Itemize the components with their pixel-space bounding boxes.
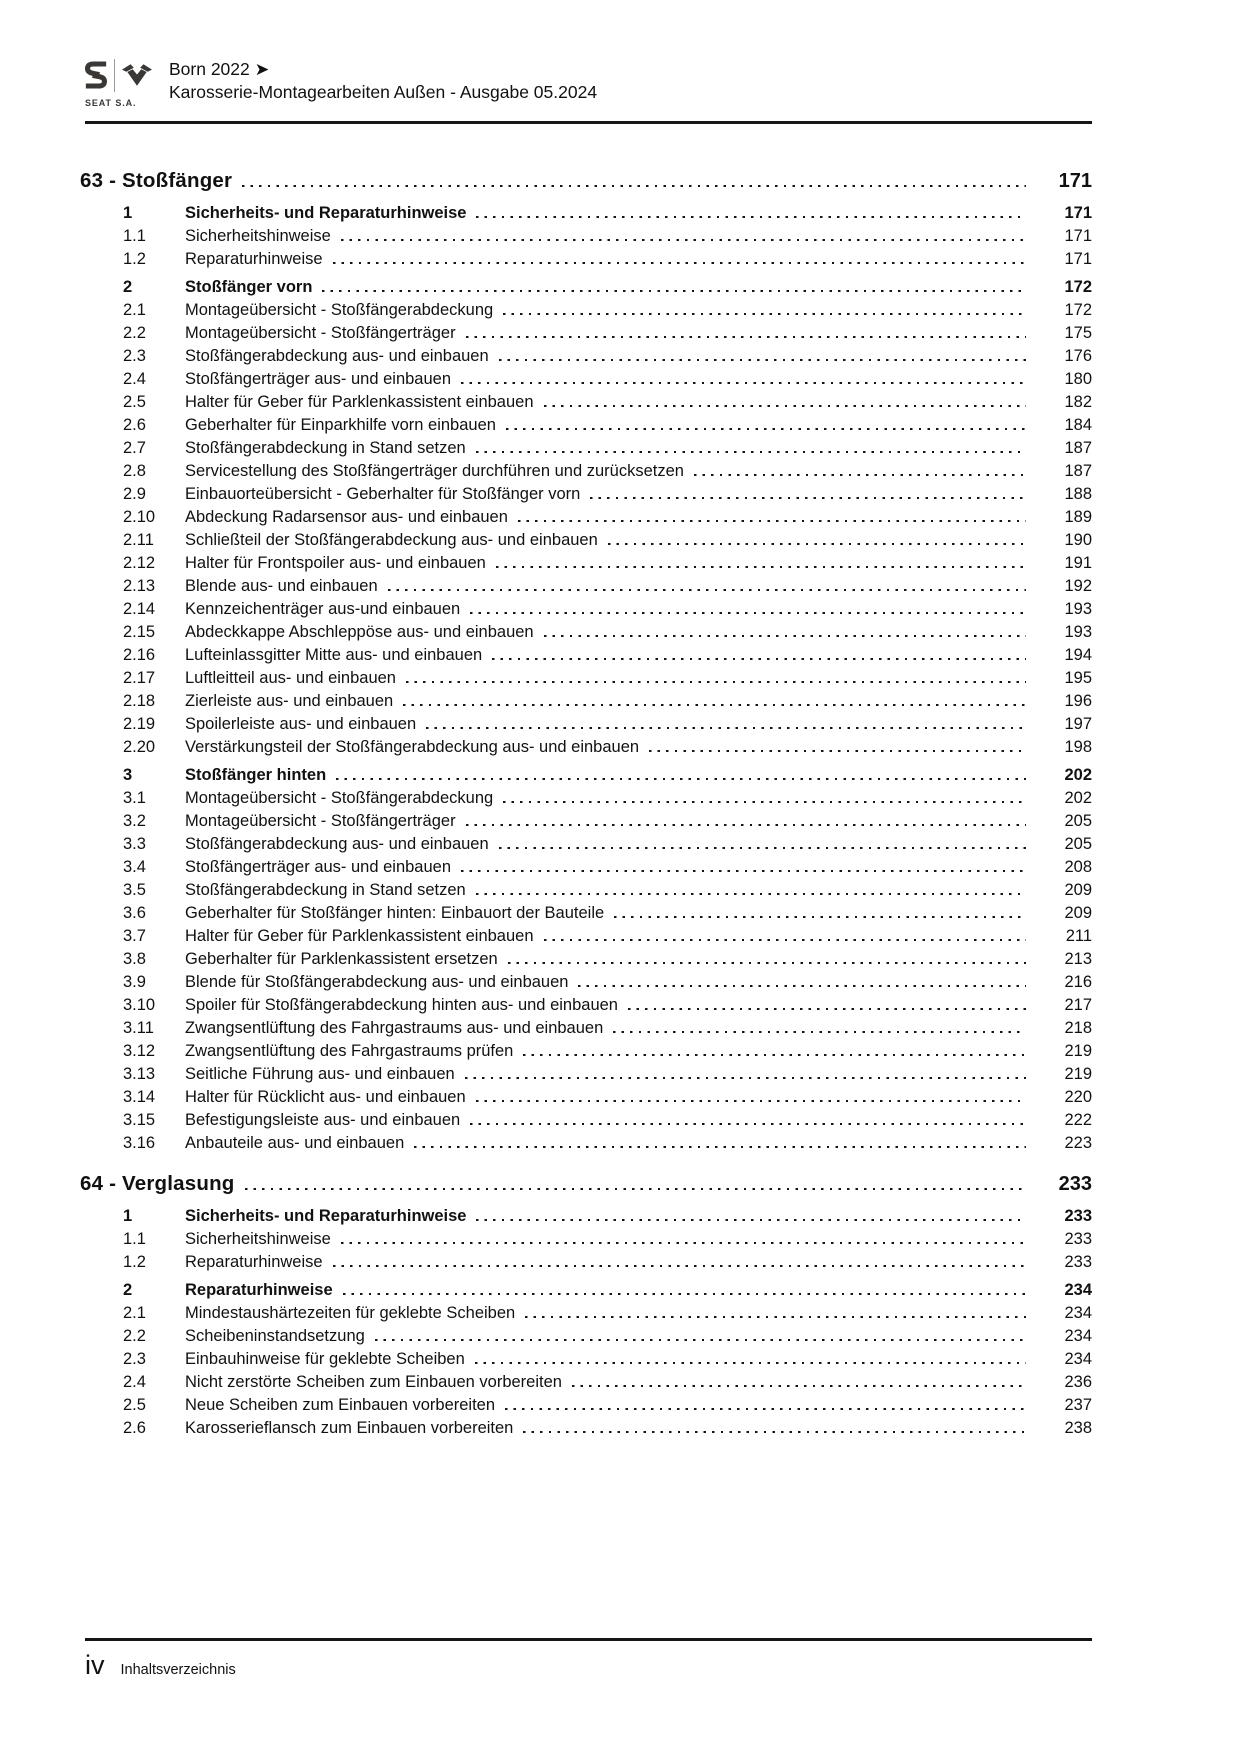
dot-leader [525,1316,1026,1318]
entry-page-number: 219 [1064,1065,1092,1083]
entry-number: 2 [123,1281,133,1299]
dot-leader [341,239,1026,241]
entry-title: Sicherheits- und Reparaturhinweise [185,1207,467,1225]
toc-entry-row [80,1325,1092,1348]
toc-entry-row [80,948,1092,971]
entry-title: Halter für Frontspoiler aus- und einbauen [185,554,486,572]
chapter-title: 63 - Stoßfänger [80,169,233,192]
dot-leader [470,612,1026,614]
entry-title: Montageübersicht - Stoßfängerabdeckung [185,789,494,807]
entry-title: Reparaturhinweise [185,250,323,268]
entry-page-number: 234 [1064,1350,1092,1368]
toc-entry-row [80,1086,1092,1109]
dot-leader [322,290,1026,292]
entry-number: 2.3 [123,347,146,365]
entry-page-number: 234 [1064,1281,1092,1299]
entry-page-number: 234 [1064,1304,1092,1322]
entry-number: 2.1 [123,301,146,319]
dot-leader [465,1077,1026,1079]
entry-number: 3.8 [123,950,146,968]
entry-number: 2.7 [123,439,146,457]
entry-page-number: 222 [1064,1111,1092,1129]
entry-title: Scheibeninstandsetzung [185,1327,365,1345]
entry-title: Stoßfängerträger aus- und einbauen [185,370,452,388]
dot-leader [341,1242,1026,1244]
toc-entry-row [80,621,1092,644]
toc-entry-row [80,322,1092,345]
dot-leader [613,1031,1026,1033]
dot-leader [461,382,1026,384]
entry-title: Einbauorteübersicht - Geberhalter für Stoßfänger vorn [185,485,581,503]
entry-number: 3.3 [123,835,146,853]
entry-page-number: 184 [1064,416,1092,434]
entry-title: Stoßfängerabdeckung in Stand setzen [185,439,466,457]
entry-title: Sicherheitshinweise [185,1230,331,1248]
toc-entry-row [80,437,1092,460]
entry-page-number: 171 [1064,204,1092,222]
entry-page-number: 233 [1064,1230,1092,1248]
entry-number: 2.2 [123,1327,146,1345]
entry-number: 2 [123,278,133,296]
dot-leader [523,1054,1026,1056]
chapter-page-number: 233 [1058,1173,1092,1195]
entry-number: 1.2 [123,250,146,268]
entry-number: 3.11 [123,1019,154,1037]
entry-number: 3.15 [123,1111,156,1129]
toc-entry-row [80,225,1092,248]
dot-leader [492,658,1026,660]
toc-entry-row [80,856,1092,879]
entry-title: Servicestellung des Stoßfängerträger durchführen und zurücksetzen [185,462,684,480]
entry-page-number: 189 [1064,508,1092,526]
entry-number: 2.14 [123,600,156,618]
entry-number: 3.14 [123,1088,156,1106]
entry-number: 3 [123,766,133,784]
entry-number: 2.6 [123,1419,146,1437]
entry-page-number: 209 [1064,881,1092,899]
toc-entry-row [80,764,1092,787]
dot-leader [608,543,1026,545]
entry-title: Halter für Geber für Parklenkassistent einbauen [185,393,534,411]
entry-title: Halter für Geber für Parklenkassistent einbauen [185,927,534,945]
entry-page-number: 195 [1064,669,1092,687]
entry-page-number: 194 [1064,646,1092,664]
toc-entry-row [80,552,1092,575]
entry-page-number: 190 [1064,531,1092,549]
toc-entry-row [80,1348,1092,1371]
entry-page-number: 233 [1064,1253,1092,1271]
toc-entry-row [80,1251,1092,1274]
entry-number: 3.7 [123,927,146,945]
dot-leader [333,1265,1026,1267]
dot-leader [503,801,1026,803]
toc-chapter [80,167,1092,1155]
entry-page-number: 187 [1064,462,1092,480]
dot-leader [544,635,1026,637]
toc-entry-row [80,644,1092,667]
dot-leader [544,405,1026,407]
toc-entry-row [80,1040,1092,1063]
toc-entry-row [80,833,1092,856]
entry-title: Einbauhinweise für geklebte Scheiben [185,1350,465,1368]
dot-leader [476,451,1026,453]
toc-entry-row [80,1371,1092,1394]
dot-leader [476,1219,1026,1221]
entry-page-number: 198 [1064,738,1092,756]
page-header [85,56,597,108]
toc-entry-row [80,713,1092,736]
toc-chapter [80,1170,1092,1440]
entry-number: 1.1 [123,227,146,245]
entry-title: Sicherheits- und Reparaturhinweise [185,204,467,222]
toc-entry-row [80,1063,1092,1086]
dot-leader [414,1146,1026,1148]
entry-title: Spoilerleiste aus- und einbauen [185,715,417,733]
dot-leader [461,870,1026,872]
seat-logo-icon [85,59,107,91]
entry-number: 2.16 [123,646,156,664]
dot-leader [466,824,1026,826]
brand-block [85,56,155,108]
dot-leader [649,750,1026,752]
entry-number: 2.13 [123,577,156,595]
page-footer [85,1648,236,1682]
entry-number: 2.20 [123,738,156,756]
dot-leader [375,1339,1026,1341]
dot-leader [544,939,1026,941]
entry-number: 2.5 [123,1396,146,1414]
entry-title: Neue Scheiben zum Einbauen vorbereiten [185,1396,496,1414]
dot-leader [336,778,1026,780]
entry-page-number: 171 [1064,250,1092,268]
entry-page-number: 191 [1064,554,1092,572]
entry-title: Stoßfängerabdeckung aus- und einbauen [185,835,489,853]
entry-number: 2.2 [123,324,146,342]
chapter-title: 64 - Verglasung [80,1172,235,1195]
toc-entry-row [80,787,1092,810]
dot-leader [333,262,1026,264]
dot-leader [614,916,1026,918]
dot-leader [426,727,1026,729]
entry-number: 2.17 [123,669,156,687]
brand-name: SEAT S.A. [85,98,137,108]
document-title: Karosserie-Montagearbeiten Außen - Ausgabe 05.2024 [169,82,598,102]
entry-title: Zierleiste aus- und einbauen [185,692,394,710]
toc-entry-row [80,994,1092,1017]
entry-page-number: 202 [1064,766,1092,784]
dot-leader [245,1188,1026,1190]
entry-number: 2.5 [123,393,146,411]
entry-number: 2.18 [123,692,156,710]
entry-title: Abdeckung Radarsensor aus- und einbauen [185,508,508,526]
entry-number: 2.10 [123,508,156,526]
cupra-logo-icon [122,63,152,87]
toc-entry-row [80,483,1092,506]
entry-title: Stoßfängerträger aus- und einbauen [185,858,452,876]
entry-number: 3.4 [123,858,146,876]
entry-title: Zwangsentlüftung des Fahrgastraums prüfen [185,1042,514,1060]
entry-number: 2.12 [123,554,156,572]
toc-entry-row [80,575,1092,598]
dot-leader [518,520,1026,522]
toc-entry-row [80,690,1092,713]
toc-entry-row [80,598,1092,621]
entry-number: 2.8 [123,462,146,480]
toc-entry-row [80,1228,1092,1251]
dot-leader [343,1293,1026,1295]
dot-leader [499,847,1026,849]
toc-entry-row [80,1417,1092,1440]
entry-page-number: 205 [1064,812,1092,830]
entry-page-number: 172 [1064,301,1092,319]
entry-title: Reparaturhinweise [185,1253,323,1271]
entry-title: Kennzeichenträger aus-und einbauen [185,600,461,618]
toc-entry-row [80,345,1092,368]
toc-entry-row [80,391,1092,414]
entry-page-number: 218 [1064,1019,1092,1037]
entry-title: Sicherheitshinweise [185,227,331,245]
toc-entry-row [80,414,1092,437]
chapter-page-number: 171 [1058,170,1092,192]
entry-page-number: 193 [1064,623,1092,641]
entry-number: 3.9 [123,973,146,991]
entry-title: Karosserieflansch zum Einbauen vorbereiten [185,1419,514,1437]
entry-title: Geberhalter für Einparkhilfe vorn einbauen [185,416,496,434]
toc-entry-row [80,879,1092,902]
dot-leader [496,566,1026,568]
entry-number: 1 [123,204,133,222]
entry-title: Stoßfängerabdeckung in Stand setzen [185,881,466,899]
entry-page-number: 238 [1064,1419,1092,1437]
entry-number: 3.6 [123,904,146,922]
entry-page-number: 193 [1064,600,1092,618]
dot-leader [476,1100,1026,1102]
entry-title: Luftleitteil aus- und einbauen [185,669,396,687]
entry-title: Befestigungsleiste aus- und einbauen [185,1111,461,1129]
entry-page-number: 180 [1064,370,1092,388]
entry-page-number: 220 [1064,1088,1092,1106]
entry-page-number: 176 [1064,347,1092,365]
dot-leader [406,681,1026,683]
entry-page-number: 237 [1064,1396,1092,1414]
entry-number: 2.15 [123,623,156,641]
dot-leader [476,893,1026,895]
entry-title: Blende für Stoßfängerabdeckung aus- und einbauen [185,973,569,991]
entry-page-number: 175 [1064,324,1092,342]
entry-title: Stoßfänger hinten [185,766,327,784]
toc-entry-row [80,1205,1092,1228]
entry-number: 1.2 [123,1253,146,1271]
toc-entry-row [80,299,1092,322]
toc-entry-row [80,1279,1092,1302]
entry-page-number: 205 [1064,835,1092,853]
toc-entry-row [80,902,1092,925]
dot-leader [578,985,1026,987]
toc-entry-row [80,1394,1092,1417]
entry-title: Verstärkungsteil der Stoßfängerabdeckung aus- und einbauen [185,738,640,756]
entry-page-number: 197 [1064,715,1092,733]
dot-leader [628,1008,1026,1010]
entry-title: Halter für Rücklicht aus- und einbauen [185,1088,466,1106]
entry-title: Blende aus- und einbauen [185,577,378,595]
toc-entry-row [80,368,1092,391]
entry-title: Abdeckkappe Abschleppöse aus- und einbauen [185,623,534,641]
entry-number: 3.12 [123,1042,156,1060]
toc-entry-row [80,810,1092,833]
dot-leader [470,1123,1026,1125]
toc-entry-row [80,460,1092,483]
footer-label: Inhaltsverzeichnis [120,1662,236,1678]
entry-title: Reparaturhinweise [185,1281,333,1299]
entry-title: Zwangsentlüftung des Fahrgastraums aus- und einbauen [185,1019,604,1037]
table-of-contents [80,167,1092,1440]
dot-leader [694,474,1026,476]
entry-title: Stoßfängerabdeckung aus- und einbauen [185,347,489,365]
entry-page-number: 208 [1064,858,1092,876]
entry-title: Montageübersicht - Stoßfängerträger [185,812,456,830]
entry-page-number: 234 [1064,1327,1092,1345]
entry-page-number: 213 [1064,950,1092,968]
entry-number: 3.2 [123,812,146,830]
entry-page-number: 219 [1064,1042,1092,1060]
entry-page-number: 211 [1065,927,1092,945]
logo-divider [114,59,115,92]
toc-chapter-row [80,167,1092,195]
entry-number: 3.1 [123,789,146,807]
entry-number: 3.10 [123,996,156,1014]
entry-number: 2.3 [123,1350,146,1368]
toc-entry-row [80,1132,1092,1155]
entry-number: 3.13 [123,1065,156,1083]
toc-chapter-row [80,1170,1092,1198]
entry-title: Schließteil der Stoßfängerabdeckung aus- und einbauen [185,531,598,549]
entry-title: Spoiler für Stoßfängerabdeckung hinten aus- und einbauen [185,996,618,1014]
dot-leader [466,336,1026,338]
entry-title: Geberhalter für Parklenkassistent ersetzen [185,950,498,968]
entry-number: 3.5 [123,881,146,899]
entry-page-number: 217 [1064,996,1092,1014]
entry-title: Seitliche Führung aus- und einbauen [185,1065,455,1083]
model-title: Born 2022 ➤ [169,59,270,79]
toc-entry-row [80,529,1092,552]
dot-leader [499,359,1026,361]
entry-title: Geberhalter für Stoßfänger hinten: Einbauort der Bauteile [185,904,605,922]
dot-leader [242,185,1026,187]
entry-title: Stoßfänger vorn [185,278,313,296]
entry-number: 2.11 [123,531,154,549]
dot-leader [508,962,1026,964]
entry-number: 2.4 [123,370,146,388]
entry-page-number: 188 [1064,485,1092,503]
toc-entry-row [80,925,1092,948]
toc-entry-row [80,971,1092,994]
entry-page-number: 171 [1064,227,1092,245]
toc-entry-row [80,506,1092,529]
toc-entry-row [80,1302,1092,1325]
entry-number: 1.1 [123,1230,146,1248]
entry-page-number: 209 [1064,904,1092,922]
entry-title: Lufteinlassgitter Mitte aus- und einbauen [185,646,483,664]
toc-entry-row [80,736,1092,759]
entry-number: 2.6 [123,416,146,434]
dot-leader [523,1431,1026,1433]
entry-number: 2.1 [123,1304,146,1322]
toc-entry-row [80,248,1092,271]
entry-title: Nicht zerstörte Scheiben zum Einbauen vorbereiten [185,1373,562,1391]
toc-entry-row [80,202,1092,225]
toc-entry-row [80,1017,1092,1040]
dot-leader [505,1408,1026,1410]
entry-page-number: 233 [1064,1207,1092,1225]
entry-page-number: 202 [1064,789,1092,807]
dot-leader [590,497,1026,499]
dot-leader [572,1385,1026,1387]
entry-page-number: 216 [1064,973,1092,991]
dot-leader [506,428,1026,430]
entry-page-number: 182 [1064,393,1092,411]
entry-title: Montageübersicht - Stoßfängerabdeckung [185,301,494,319]
entry-title: Mindestaushärtezeiten für geklebte Scheiben [185,1304,516,1322]
entry-page-number: 187 [1064,439,1092,457]
dot-leader [503,313,1026,315]
page-number-roman: iv [85,1650,105,1680]
entry-title: Anbauteile aus- und einbauen [185,1134,405,1152]
dot-leader [476,216,1026,218]
entry-number: 2.9 [123,485,146,503]
header-rule [85,121,1092,124]
footer-rule [85,1638,1092,1641]
logo-row [85,56,155,94]
entry-number: 2.4 [123,1373,146,1391]
dot-leader [475,1362,1026,1364]
title-block [169,56,597,104]
entry-page-number: 236 [1064,1373,1092,1391]
entry-title: Montageübersicht - Stoßfängerträger [185,324,456,342]
entry-page-number: 172 [1064,278,1092,296]
entry-page-number: 196 [1064,692,1092,710]
toc-entry-row [80,1109,1092,1132]
dot-leader [388,589,1026,591]
entry-number: 2.19 [123,715,156,733]
entry-page-number: 223 [1064,1134,1092,1152]
entry-page-number: 192 [1064,577,1092,595]
toc-entry-row [80,276,1092,299]
dot-leader [403,704,1026,706]
toc-entry-row [80,667,1092,690]
entry-number: 1 [123,1207,133,1225]
entry-number: 3.16 [123,1134,156,1152]
